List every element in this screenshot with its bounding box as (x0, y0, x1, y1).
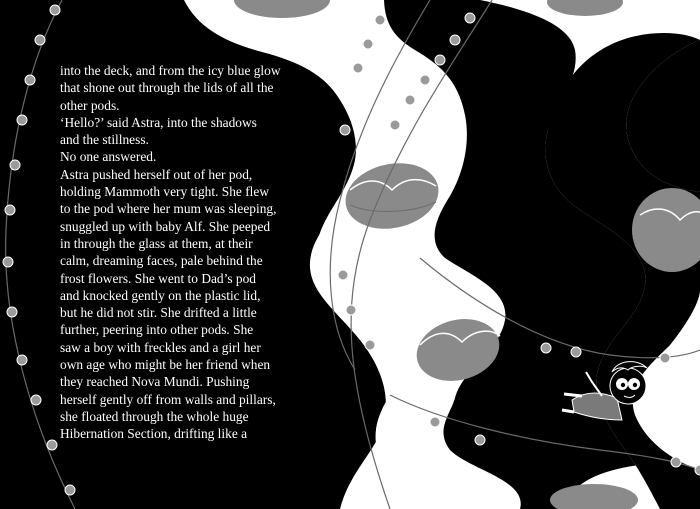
story-text: into the deck, and from the icy blue glow that shone out through the lids of all the other pods. ‘Hello?’ said Astra, into the shadows and the stillness. No one answered. Astra pushed herself out of her pod, holding Mammoth very tight. She flew to the pod where her mum was sleeping, snuggled up with baby Alf. She peeped in through the glass at them, at their calm, dreaming faces, pale behind the frost flowers. She went to Dad’s pod and knocked gently on the plastic lid, but he did not stir. She drifted a little further, peering into other pods. She saw a boy with freckles and a girl her own age who might be her friend when they reached Nova Mundi. Pushing herself gently off from walls and pillars, she floated through the whole huge Hibernation Section, drifting like a (60, 63, 281, 442)
